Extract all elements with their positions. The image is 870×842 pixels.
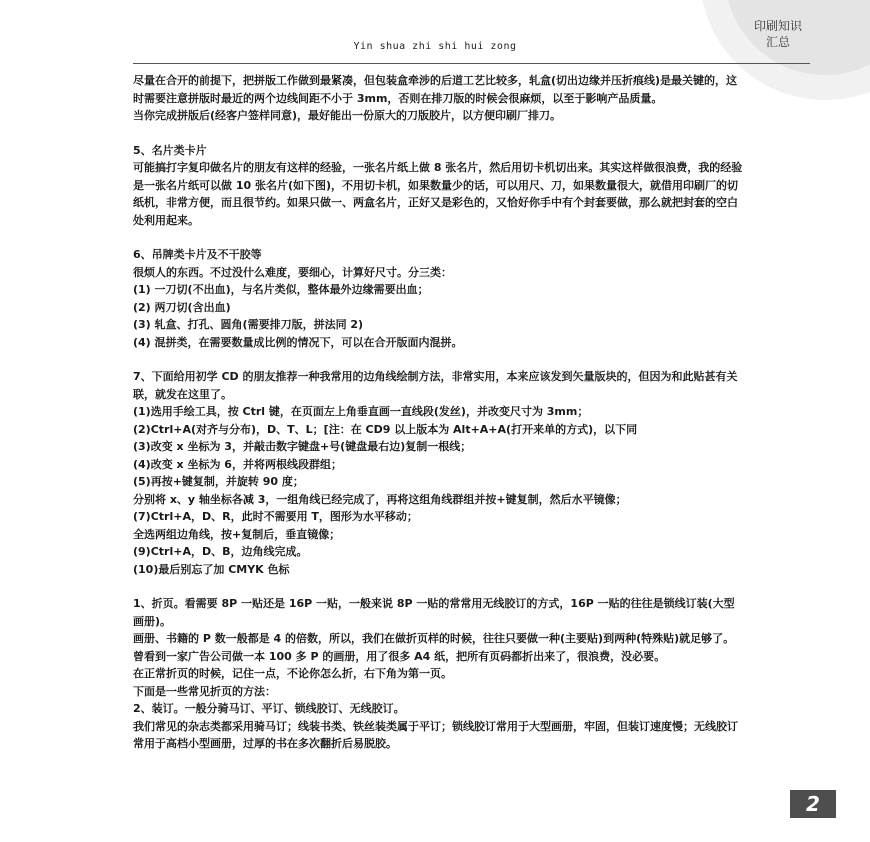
list-item: (9)Ctrl+A，D、B，边角线完成。 [133,545,308,558]
paragraph: 分别将 x、y 轴坐标各减 3，一组角线已经完成了，再将这组角线群组并按+键复制，然后水平镜像； [133,492,627,506]
paragraph: 下面是一些常见折页的方法： [133,684,276,698]
list-item: (5)再按+键复制，并旋转 90 度； [133,475,304,488]
paragraph: 尽量在合开的前提下，把拼版工作做到最紧凑，但包装盒牵涉的后道工艺比较多，轧盒(切出边缘并压折痕线)是最关键的，这时需要注意拼版时最近的两个边线间距不小于 3mm，否则在排刀版的时候会很麻烦，以至于影响产品质量。 [133,74,738,105]
list-item: (4) 混拼类，在需要数量成比例的情况下，可以在合开版面内混拼。 [133,335,463,349]
section-heading: 5、名片类卡片 [133,143,207,157]
list-item: (3)改变 x 坐标为 3，并敲击数字键盘+号(键盘最右边)复制一根线； [133,440,472,453]
list-item: (2) 两刀切(含出血) [133,300,231,314]
paragraph: 2、装订。一般分骑马订、平订、锁线胶订、无线胶订。 [133,702,405,715]
section-heading: 6、吊牌类卡片及不干胶等 [133,248,262,261]
paragraph: 很烦人的东西。不过没什么难度，要细心，计算好尺寸。分三类： [133,265,452,279]
paragraph: 在正常折页的时候，记住一点，不论你怎么折，右下角为第一页。 [133,667,452,680]
section-badge-line2: 汇总 [765,35,790,49]
document-body [133,72,745,753]
paragraph: 我们常见的杂志类都采用骑马订；线装书类、铁丝装类属于平订；锁线胶订常用于大型画册，牢固，但装订速度慢；无线胶订常用于高档小型画册，过厚的书在多次翻折后易脱胶。 [133,719,738,750]
list-item: (2)Ctrl+A(对齐与分布)，D、T、L；[注：在 CD9 以上版本为 Alt+A+A(打开来单的方式)，以下同 [133,422,638,436]
paragraph: 可能搞打字复印做名片的朋友有这样的经验，一张名片纸上做 8 张名片，然后用切卡机切出来。其实这样做很浪费，我的经验是一张名片纸可以做 10 张名片(如下图)，不用切卡机，如果数量少的话，可以用尺、刀，如果数量很大，就借用印刷厂的切纸机，非常方便，而且很节约。如果只做一、两盒名片，正好又是彩色的，又恰好你手中有个封套要做，那么就把封套的空白处利用起来。 [133,161,743,227]
list-item: (7)Ctrl+A，D、R，此时不需要用 T，图形为水平移动； [133,510,418,523]
list-item: (3) 轧盒、打孔、圆角(需要排刀版，拼法同 2) [133,318,364,331]
paragraph: 1、折页。看需要 8P 一贴还是 16P 一贴，一般来说 8P 一贴的常常用无线胶订的方式，16P 一贴的往往是锁线订装(大型画册)。 [133,597,735,628]
paragraph: 当你完成拼版后(经客户签样同意)，最好能出一份原大的刀版胶片，以方便印刷厂排刀。 [133,109,562,122]
page-number: 2 [790,790,836,818]
section-heading: 7、下面给用初学 CD 的朋友推荐一种我常用的边角线绘制方法，非常实用，本来应该发到矢量版块的，但因为和此贴甚有关联，就发在这里了。 [133,370,738,401]
header-rule [133,63,810,64]
list-item: (1) 一刀切(不出血)，与名片类似，整体最外边缘需要出血； [133,283,429,296]
paragraph: 画册、书籍的 P 数一般都是 4 的倍数，所以，我们在做折页样的时候，往往只要做一种(主要贴)到两种(特殊贴)就足够了。曾看到一家广告公司做一本 100 多 P 的画册，用了很多 A4 纸，把所有页码都折出来了，很浪费，没必要。 [133,632,735,663]
list-item: (1)选用手绘工具，按 Ctrl 键，在页面左上角垂直画一直线段(发丝)，并改变尺寸为 3mm； [133,405,589,418]
paragraph: 全选两组边角线，按+复制后，垂直镜像； [133,527,341,541]
list-item: (4)改变 x 坐标为 6，并将两根线段群组； [133,457,342,471]
list-item: (10)最后别忘了加 CMYK 色标 [133,562,290,576]
section-badge-line1: 印刷知识 [753,19,802,33]
running-head: Yin shua zhi shi hui zong [353,41,517,52]
